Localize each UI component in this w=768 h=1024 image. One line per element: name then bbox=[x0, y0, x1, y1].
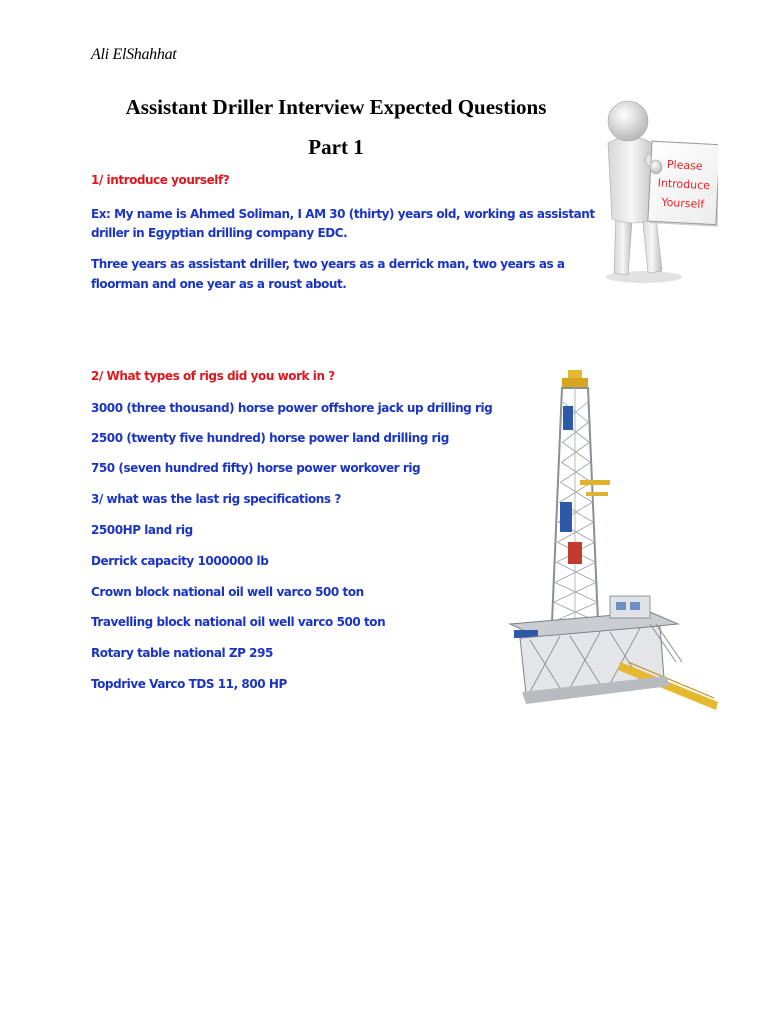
sign-text-line1: Please bbox=[666, 157, 703, 173]
introduce-yourself-illustration bbox=[594, 95, 718, 285]
answer-1-line-3: Three years as assistant driller, two years as a derrick man, two years as a bbox=[91, 257, 565, 271]
answer-1-line-1: Ex: My name is Ahmed Soliman, I AM 30 (thirty) years old, working as assistant bbox=[91, 207, 595, 221]
document-subtitle: Part 1 bbox=[308, 135, 364, 159]
answer-1-line-4: floorman and one year as a roust about. bbox=[91, 277, 347, 291]
answer-3-item: Derrick capacity 1000000 lb bbox=[91, 554, 269, 568]
document-title: Assistant Driller Interview Expected Questions bbox=[125, 95, 547, 119]
answer-1-line-2: driller in Egyptian drilling company EDC. bbox=[91, 226, 348, 240]
question-1: 1/ introduce yourself? bbox=[91, 173, 230, 187]
answer-2-item: 3000 (three thousand) horse power offshore jack up drilling rig bbox=[91, 401, 493, 415]
question-3: 3/ what was the last rig specifications ? bbox=[91, 492, 341, 506]
answer-3-item: 2500HP land rig bbox=[91, 523, 193, 537]
author-name: Ali ElShahhat bbox=[91, 46, 177, 63]
sign-text-line3: Yourself bbox=[661, 195, 705, 211]
answer-3-item: Rotary table national ZP 295 bbox=[91, 646, 273, 660]
sign-text-line2: Introduce bbox=[657, 176, 711, 193]
answer-3-item: Travelling block national oil well varco 500 ton bbox=[91, 615, 386, 629]
answer-3-item: Crown block national oil well varco 500 ton bbox=[91, 585, 364, 599]
answer-3-item: Topdrive Varco TDS 11, 800 HP bbox=[91, 677, 287, 691]
answer-2-item: 750 (seven hundred fifty) horse power workover rig bbox=[91, 461, 421, 475]
answer-2-item: 2500 (twenty five hundred) horse power land drilling rig bbox=[91, 431, 449, 445]
drilling-rig-illustration bbox=[500, 362, 722, 734]
question-2: 2/ What types of rigs did you work in ? bbox=[91, 369, 335, 383]
